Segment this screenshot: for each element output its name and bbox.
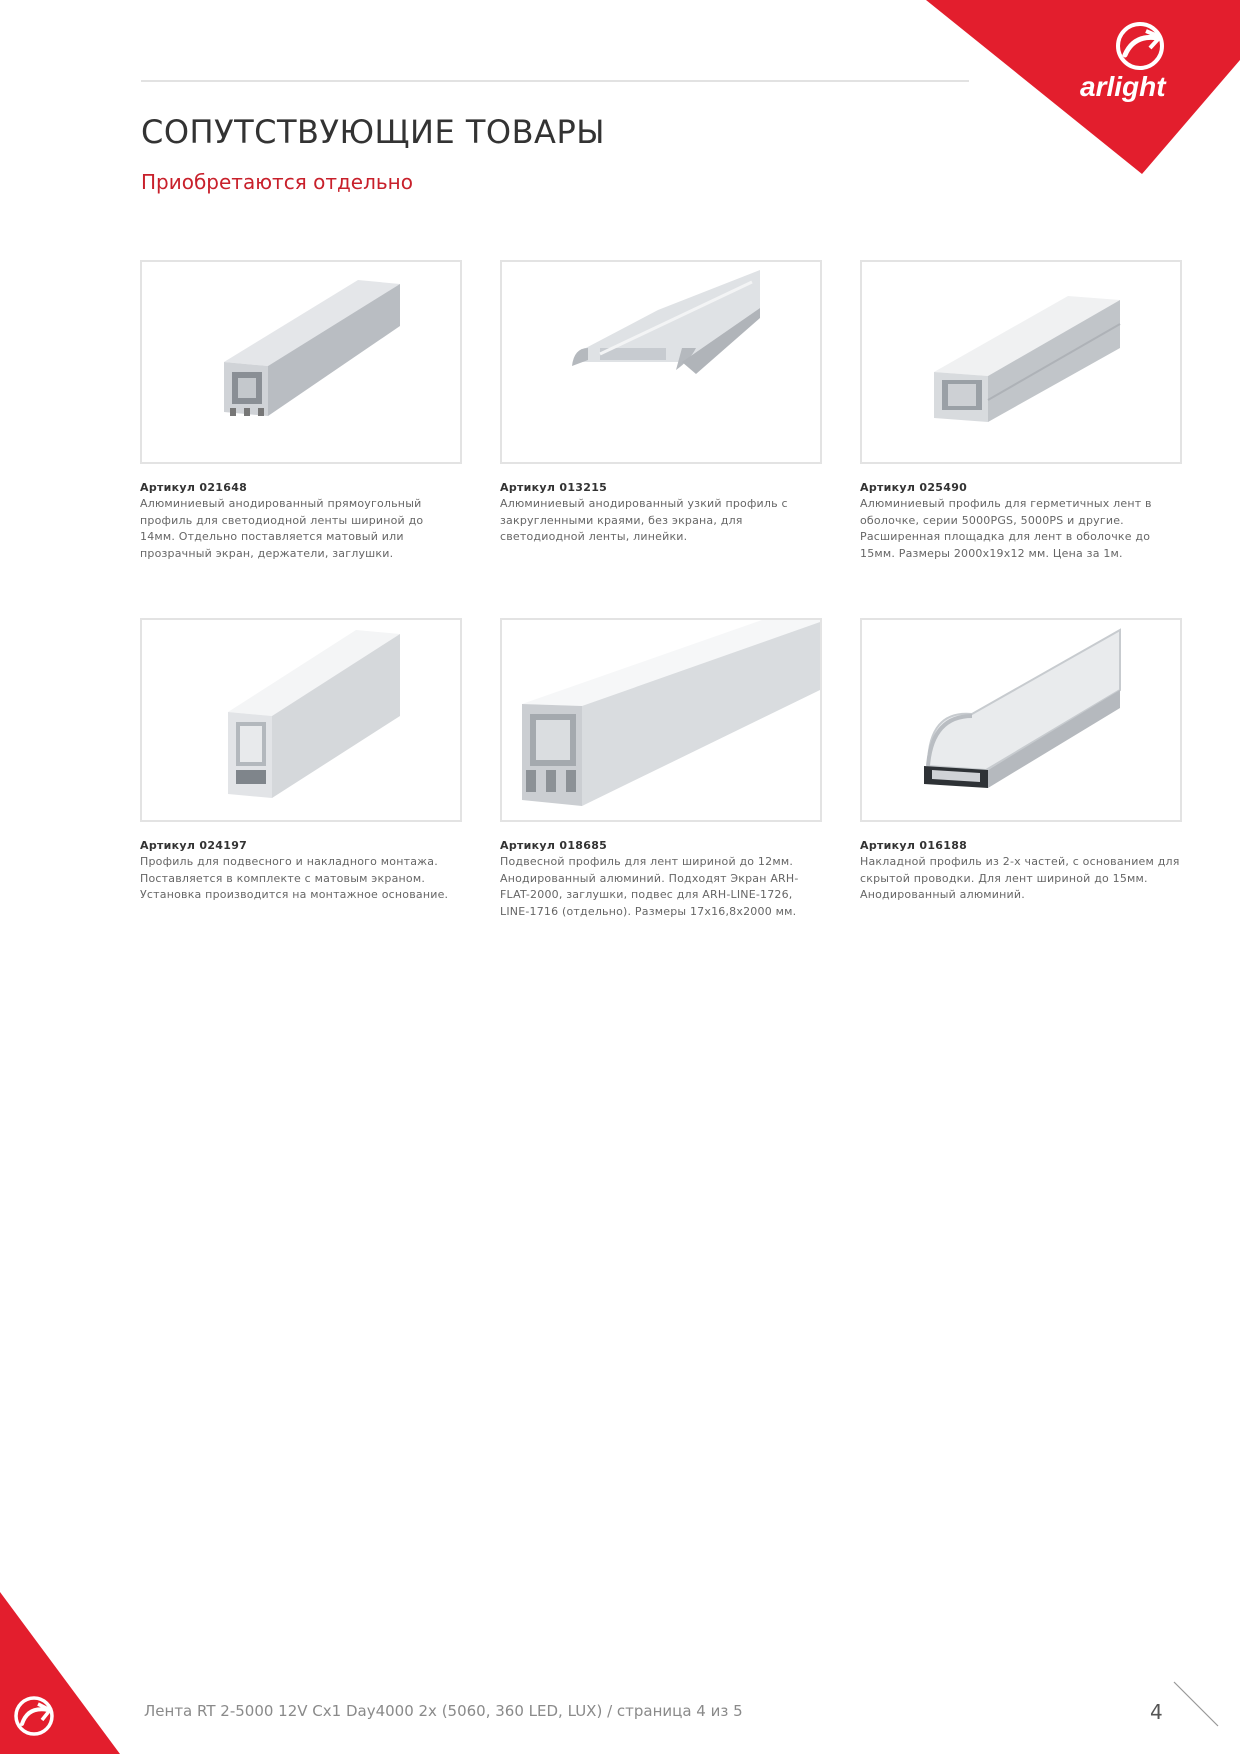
page-corner-divider bbox=[1170, 1680, 1220, 1730]
round-cover-profile-image bbox=[862, 620, 1180, 820]
suspended-profile-image bbox=[142, 620, 460, 820]
product-image-frame bbox=[860, 618, 1182, 822]
brand-logo-text: arlight bbox=[1080, 71, 1166, 102]
product-sku: Артикул 024197 bbox=[140, 839, 248, 852]
product-image-frame bbox=[140, 618, 462, 822]
product-description: Алюминиевый анодированный прямоугольный профиль для светодиодной ленты шириной до 14мм. Отдельно поставляется матовый или прозрачный экран, держатели, заглушки. bbox=[140, 497, 424, 560]
product-card bbox=[140, 618, 462, 904]
square-profile-image bbox=[142, 262, 460, 462]
product-description: Подвесной профиль для лент шириной до 12мм. Анодированный алюминий. Подходят Экран ARH-FLAT-2000, заглушки, подвес для ARH-LINE-1726, LINE-1716 (отдельно). Размеры 17x16,8x2000 мм. bbox=[500, 855, 799, 918]
product-image-frame bbox=[860, 260, 1182, 464]
product-sku: Артикул 018685 bbox=[500, 839, 608, 852]
product-sku: Артикул 013215 bbox=[500, 481, 608, 494]
product-description: Накладной профиль из 2-х частей, с основанием для скрытой проводки. Для лент шириной до 15мм. Анодированный алюминий. bbox=[860, 855, 1180, 901]
product-image-frame bbox=[500, 260, 822, 464]
product-description: Алюминиевый профиль для герметичных лент в оболочке, серии 5000PGS, 5000PS и другие. Расширенная площадка для лент в оболочке до 15мм. Размеры 2000x19x12 мм. Цена за 1м. bbox=[860, 497, 1152, 560]
page-subtitle: Приобретаются отдельно bbox=[141, 170, 413, 194]
product-card bbox=[500, 618, 822, 920]
product-sku: Артикул 025490 bbox=[860, 481, 968, 494]
flat-rounded-profile-image bbox=[502, 262, 820, 462]
brand-corner-logo bbox=[920, 0, 1240, 176]
product-sku: Артикул 016188 bbox=[860, 839, 968, 852]
product-card bbox=[860, 618, 1182, 904]
product-sku: Артикул 021648 bbox=[140, 481, 248, 494]
product-image-frame bbox=[140, 260, 462, 464]
product-description: Алюминиевый анодированный узкий профиль с закругленными краями, без экрана, для светодиодной ленты, линейки. bbox=[500, 497, 788, 543]
page-title: СОПУТСТВУЮЩИЕ ТОВАРЫ bbox=[141, 113, 605, 151]
wide-profile-image bbox=[862, 262, 1180, 462]
product-description: Профиль для подвесного и накладного монтажа. Поставляется в комплекте с матовым экраном. Установка производится на монтажное основание. bbox=[140, 855, 449, 901]
product-card bbox=[860, 260, 1182, 562]
page-number: 4 bbox=[1150, 1700, 1163, 1724]
product-card bbox=[500, 260, 822, 546]
header-divider bbox=[141, 80, 969, 82]
product-image-frame bbox=[500, 618, 822, 822]
product-card bbox=[140, 260, 462, 562]
footer-document-line: Лента RT 2-5000 12V Cx1 Day4000 2x (5060, 360 LED, LUX) / страница 4 из 5 bbox=[144, 1702, 743, 1720]
tall-profile-image bbox=[502, 620, 820, 820]
brand-corner-mark bbox=[0, 1592, 120, 1754]
